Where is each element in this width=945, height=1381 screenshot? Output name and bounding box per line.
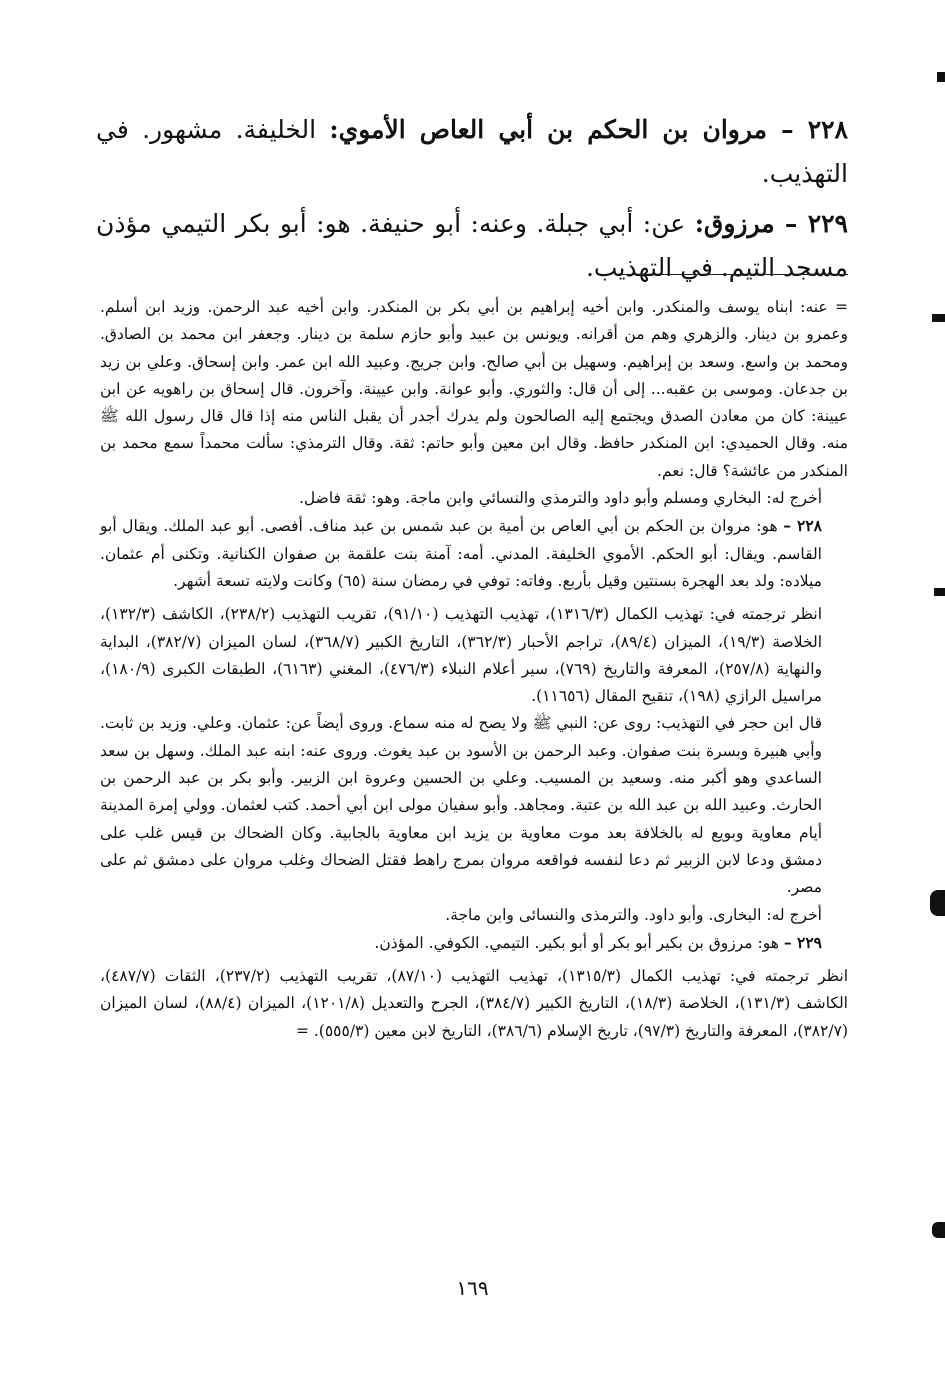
footnote-references: انظر ترجمته في: تهذيب الكمال (١٣١٥/٣)، تهذيب التهذيب (٨٧/١٠)، تقريب التهذيب (٢٣٧/٢)، الثقات (٤٨٧/٧)، الكاشف (١٣١/٣)، الخلاصة (١٨/٣)، التاريخ الكبير (٣٨٤/٧)، الجرح والتعديل (١٢٠١/٨)، الميزان (٨٨/٤)، لسان الميزان (٣٨٢/٧)، المعرفة والتاريخ (٩٧/٣)، تاريخ الإسلام (٣٨٦/٦)، التاريخ لابن معين (٥٥٥/٣). = [100, 967, 849, 1040]
footnote-text: هو: مرزوق بن بكير أبو بكر أو أبو بكير. التيمي. الكوفي. المؤذن. [374, 933, 784, 952]
scan-margin-mark [932, 1222, 945, 1238]
footnote-number: ٢٢٨ – [783, 516, 822, 536]
main-text [96, 108, 848, 296]
scan-margin-mark [932, 314, 945, 322]
page-number: ١٦٩ [456, 1276, 489, 1300]
scan-margin-mark [934, 588, 945, 596]
footnotes [100, 294, 848, 1045]
footnote-separator [622, 274, 848, 275]
entry-number: ٢٢٩ [807, 209, 848, 238]
footnote-paragraph-229 [100, 929, 848, 957]
scan-margin-mark [937, 72, 945, 82]
entry-number: ٢٢٨ [807, 115, 848, 144]
footnote-paragraph-228 [100, 512, 848, 595]
entry-228 [96, 108, 848, 196]
footnote-paragraph: = عنه: ابناه يوسف والمنكدر. وابن أخيه إبراهيم بن أبي بكر بن المنكدر. وابن أخيه عبد الرحمن. وزيد ابن أسلم. وعمرو بن دينار. والزهري وهم من أقرانه. ويونس بن عبيد وأبو حازم سلمة بن دينار. وجعفر ابن محمد بن الصادق. ومحمد بن واسع. وسعد بن إبراهيم. وسهيل بن أبي صالح. وابن جريج. وعبيد الله ابن عمر. وابن إسحاق. وعلي بن زيد بن جدعان. وموسى بن عقبه... إلى أن قال: والثوري. وأبو عوانة. وابن عيينة. وآخرون. قال إسحاق بن راهويه عن ابن عيينة: كان من معادن الصدق ويجتمع إليه الصالحون ولم يدرك أجدر أن يقبل الناس منه إذا قال قال رسول الله ﷺ منه. وقال الحميدي: ابن المنكدر حافظ. وقال ابن معين وأبو حاتم: ثقة. وقال الترمذي: سألت محمداً سمع محمد بن المنكدر من عائشة؟ قال: نعم. [100, 298, 848, 480]
footnote-number: ٢٢٩ – [783, 932, 822, 952]
entry-text: عن: أبي جبلة. وعنه: أبو حنيفة. هو: أبو بكر التيمي مؤذن مسجد التيم. في التهذيب. [96, 209, 848, 282]
scan-margin-mark [930, 890, 945, 916]
footnote-text: هو: مروان بن الحكم بن أبي العاص بن أمية بن عبد شمس بن عبد مناف. أفصى. أبو عبد الملك. ويقال أبو القاسم. ويقال: أبو الحكم. الأموي الخليفة. المدني. أمه: آمنة بنت علقمة بن صفوان الكنانية. وتكنى أم عثمان. ميلاده: ولد بعد الهجرة بسنتين وقيل بأربع. وفاته: توفي في رمضان سنة (٦٥) وكانت ولايته تسعة أشهر. [100, 517, 822, 590]
entry-heading: مروان بن الحكم بن أبي العاص الأموي: [329, 115, 768, 144]
entry-dash: – [767, 115, 808, 144]
entry-heading: مرزوق: [694, 209, 775, 238]
footnote-paragraph: أخرج له: البخاري ومسلم وأبو داود والترمذي والنسائي وابن ماجة. وهو: ثقة فاضل. [299, 489, 822, 508]
footnote-paragraph: أخرج له: البخارى. وأبو داود. والترمذى والنسائى وابن ماجة. [445, 905, 822, 924]
entry-text: الخليفة. مشهور. في التهذيب. [96, 115, 848, 188]
footnote-references: انظر ترجمته في: تهذيب الكمال (١٣١٦/٣)، تهذيب التهذيب (٩١/١٠)، تقريب التهذيب (٢٣٨/٢)، الكاشف (١٣٢/٣)، الخلاصة (١٩/٣)، الميزان (٨٩/٤)، تراجم الأحبار (٣٦٢/٣)، التاريخ الكبير (٣٦٨/٧)، لسان الميزان (٣٨٢/٧)، البداية والنهاية (٢٥٧/٨)، المعرفة والتاريخ (٧٦٩)، سير أعلام النبلاء (٤٧٦/٣)، المغني (٦١٦٣)، الطبقات الكبرى (١٨٠/٩)، مراسيل الرازي (١٩٨)، تنقيح المقال (١١٦٥٦). [100, 605, 823, 706]
footnote-paragraph: قال ابن حجر في التهذيب: روى عن: النبي ﷺ ولا يصح له منه سماع. وروى أيضاً عن: عثمان. وعلي. وزيد بن ثابت. وأبي هبيرة وبسرة بنت صفوان. وعبد الرحمن بن الأسود بن عبد يغوث. وروى عنه: ابنه عبد الملك. وسهل بن سعد الساعدي وهو أكبر منه. وسعيد بن المسيب. وعلي بن الحسين وعروة ابن الزبير. وأبو بكر بن عبد الرحمن بن الحارث. وعبيد الله بن عبد الله بن عتبة. ومجاهد. وأبو سفيان مولى ابن أبي أحمد. كتب لعثمان. وولي إمرة المدينة أيام معاوية وبويع له بالخلافة بعد موت معاوية بن يزيد ابن معاوية بالجابية. وكان الضحاك بن قيس غلب على دمشق ودعا لابن الزبير ثم دعا لنفسه فواقعه مروان بمرج راهط فقتل الضحاك وغلب مروان على دمشق ثم على مصر. [100, 714, 822, 897]
entry-dash: – [774, 209, 808, 238]
entry-229 [96, 202, 848, 290]
